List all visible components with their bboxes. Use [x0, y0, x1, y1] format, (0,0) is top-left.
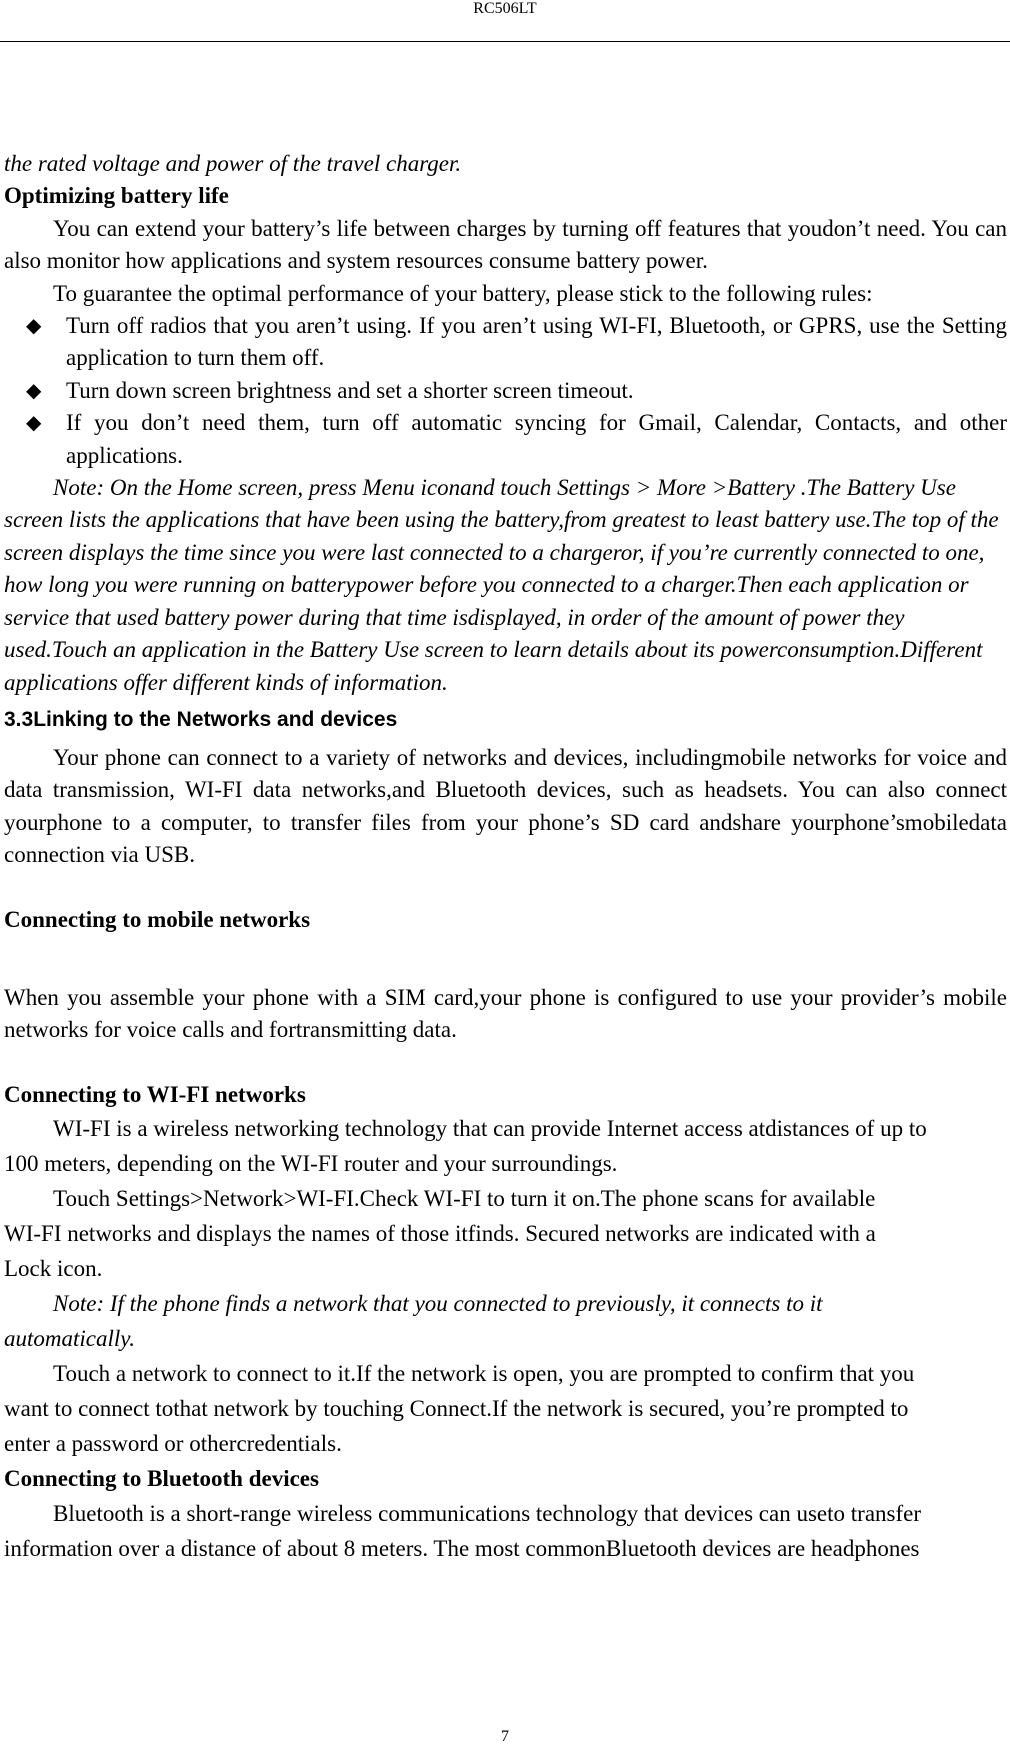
mobile-paragraph: When you assemble your phone with a SIM card,your phone is configured to use your provider’s mobile networks for voice calls and fortransmitting data.: [4, 984, 1007, 1043]
battery-paragraph-2: To guarantee the optimal performance of your battery, please stick to the following rules:: [53, 280, 873, 306]
list-item-text: If you don’t need them, turn off automatic syncing for Gmail, Calendar, Contacts, and other applications.: [66, 410, 1007, 468]
diamond-bullet-icon: ◆: [26, 379, 42, 402]
bluetooth-line-1: Bluetooth is a short-range wireless communications technology that devices can useto transfer: [53, 1501, 922, 1527]
battery-heading: Optimizing battery life: [4, 183, 229, 209]
spacer: [4, 936, 1007, 982]
wifi-p1-line-2: 100 meters, depending on the WI-FI router and your surroundings.: [4, 1151, 618, 1177]
list-item-text: Turn down screen brightness and set a shorter screen timeout.: [66, 377, 634, 403]
wifi-p2-line-1: Touch Settings>Network>WI-FI.Check WI-FI to turn it on.The phone scans for available: [53, 1186, 876, 1212]
battery-paragraph-1: You can extend your battery’s life between charges by turning off features that youdon’t need. You can also monitor how applications and system resources consume battery power.: [4, 215, 1007, 274]
mobile-heading: Connecting to mobile networks: [4, 906, 311, 932]
wifi-section: [4, 1111, 1007, 1566]
diamond-bullet-icon: ◆: [26, 315, 42, 338]
wifi-p3-line-3: enter a password or othercredentials.: [4, 1431, 342, 1457]
header-divider: [0, 41, 1010, 42]
spacer: [4, 872, 1007, 904]
page-number: 7: [501, 1728, 509, 1745]
wifi-note-line-2: automatically.: [4, 1326, 135, 1352]
wifi-heading: Connecting to WI-FI networks: [4, 1081, 306, 1107]
spacer: [4, 1047, 1007, 1079]
battery-note: Note: On the Home screen, press Menu iconand touch Settings > More >Battery .The Battery Use screen lists the applications that have been using the battery,from greatest to least battery use.The top of the screen displays the time since you were last connected to a chargeror, if you’re currently connected to one, how long you were running on batterypower before you connected to a charger.Then each application or service that used battery power during that time isdisplayed, in order of the amount of power they used.Touch an application in the Battery Use screen to learn details about its powerconsumption.Different applications offer different kinds of information.: [4, 475, 999, 695]
wifi-p3-line-2: want to connect tothat network by touching Connect.If the network is secured, you’re prompted to: [4, 1396, 909, 1422]
page-content: [4, 148, 1007, 1566]
wifi-note-line-1: Note: If the phone finds a network that you connected to previously, it connects to it: [53, 1291, 823, 1317]
list-item-text: Turn off radios that you aren’t using. If you aren’t using WI-FI, Bluetooth, or GPRS, use the Setting application to turn them off.: [66, 313, 1007, 371]
list-item: [4, 375, 1007, 407]
wifi-p3-line-1: Touch a network to connect to it.If the network is open, you are prompted to confirm that you: [53, 1361, 915, 1387]
continued-sentence: the rated voltage and power of the travel charger.: [4, 151, 462, 176]
list-item: [4, 310, 1007, 375]
section-title: 3.3Linking to the Networks and devices: [4, 707, 398, 731]
wifi-p1-line-1: WI-FI is a wireless networking technology that can provide Internet access atdistances of up to: [53, 1116, 927, 1142]
bluetooth-line-2: information over a distance of about 8 meters. The most commonBluetooth devices are headphones: [4, 1536, 920, 1562]
networks-intro: Your phone can connect to a variety of networks and devices, includingmobile networks for voice and data transmission, WI-FI data networks,and Bluetooth devices, such as headsets. You can also connect yourphone to a computer, to transfer files from your phone’s SD card andshare yourphone’smobiledata connection via USB.: [4, 744, 1007, 868]
wifi-p2-line-3: Lock icon.: [4, 1256, 103, 1282]
diamond-bullet-icon: ◆: [26, 412, 42, 435]
battery-tips-list: [4, 310, 1007, 472]
list-item: [4, 407, 1007, 472]
wifi-p2-line-2: WI-FI networks and displays the names of those itfinds. Secured networks are indicated with a: [4, 1221, 876, 1247]
page-header: RC506LT: [473, 0, 537, 17]
bluetooth-heading: Connecting to Bluetooth devices: [4, 1466, 319, 1492]
